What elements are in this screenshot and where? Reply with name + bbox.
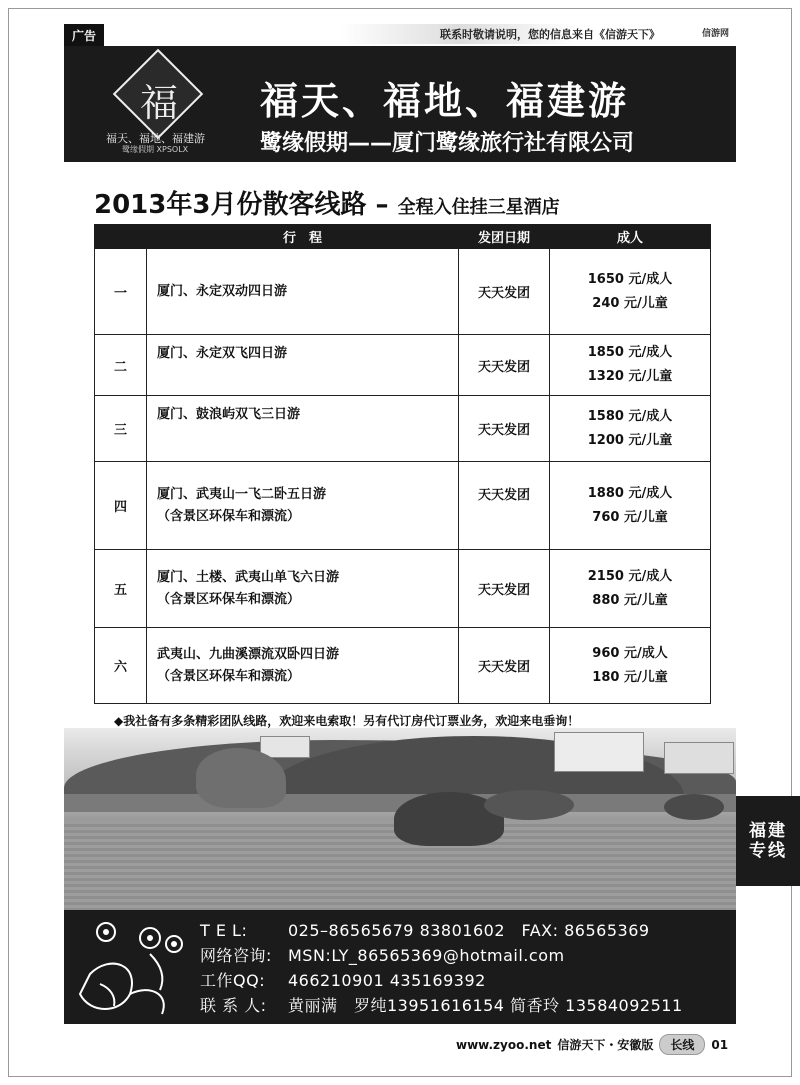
agency-logo bbox=[106, 58, 226, 158]
title-subtitle: 全程入住挂三星酒店 bbox=[397, 197, 560, 218]
qq-value: 466210901 435169392 bbox=[288, 971, 486, 990]
row-price bbox=[550, 396, 711, 462]
row-route bbox=[147, 396, 459, 462]
row-price bbox=[550, 462, 711, 550]
header-adult: 成人 bbox=[550, 225, 711, 249]
table-row bbox=[95, 249, 711, 335]
adult-price: 2150 元/成人 bbox=[587, 568, 673, 584]
route-note: （含景区环保车和漂流） bbox=[157, 508, 301, 524]
header-date: 发团日期 bbox=[459, 225, 550, 249]
table-row bbox=[95, 628, 711, 704]
person-label: 联 系 人: bbox=[200, 996, 267, 1015]
route-note: （含景区环保车和漂流） bbox=[157, 668, 301, 684]
table-header-row bbox=[95, 225, 711, 249]
row-route bbox=[147, 335, 459, 396]
contact-qq bbox=[200, 968, 486, 991]
route-line: 厦门、鼓浪屿双飞三日游 bbox=[157, 407, 301, 422]
contact-net bbox=[200, 943, 565, 966]
route-line: 厦门、永定双飞四日游 bbox=[157, 346, 288, 361]
banner-title: 福天、福地、福建游 bbox=[260, 79, 630, 123]
adult-price: 1850 元/成人 bbox=[587, 345, 673, 360]
header-note: 联系时敬请说明，您的信息来自《信游天下》 bbox=[440, 28, 660, 41]
tel-value: 025–86565679 83801602 FAX: 86565369 bbox=[288, 921, 650, 940]
row-price bbox=[550, 628, 711, 704]
route-table bbox=[94, 224, 711, 704]
qq-label: 工作QQ: bbox=[200, 971, 266, 990]
banner bbox=[64, 46, 736, 162]
photo-building bbox=[664, 742, 734, 774]
row-route bbox=[147, 550, 459, 628]
child-price: 180 元/儿童 bbox=[592, 669, 668, 685]
side-tab-line1: 福建 bbox=[749, 821, 787, 841]
footer-site[interactable]: www.zyoo.net bbox=[456, 1037, 552, 1052]
row-route bbox=[147, 249, 459, 335]
row-route bbox=[147, 628, 459, 704]
table-row bbox=[95, 335, 711, 396]
photo-building bbox=[554, 732, 644, 772]
mini-logo: 信游网 bbox=[702, 29, 730, 39]
header-route: 行 程 bbox=[147, 225, 459, 249]
child-price: 1320 元/儿童 bbox=[587, 369, 673, 384]
row-date: 天天发团 bbox=[459, 396, 550, 462]
child-price: 880 元/儿童 bbox=[592, 592, 668, 608]
logo-char: 福 bbox=[140, 81, 179, 125]
child-price: 1200 元/儿童 bbox=[587, 432, 673, 448]
row-date: 天天发团 bbox=[459, 335, 550, 396]
row-price bbox=[550, 550, 711, 628]
footer-section: 长线 bbox=[659, 1034, 705, 1055]
row-num: 三 bbox=[95, 396, 147, 462]
table-row bbox=[95, 462, 711, 550]
adult-price: 1880 元/成人 bbox=[587, 485, 673, 501]
row-date: 天天发团 bbox=[459, 550, 550, 628]
child-price: 240 元/儿童 bbox=[592, 295, 668, 311]
contact-panel bbox=[64, 910, 736, 1024]
side-tab-text bbox=[748, 821, 788, 861]
row-num: 六 bbox=[95, 628, 147, 704]
route-line: 厦门、武夷山一飞二卧五日游 bbox=[157, 486, 327, 502]
title-text: 2013年3月份散客线路 bbox=[94, 190, 367, 220]
ad-tag: 广告 bbox=[64, 24, 104, 46]
contact-tel bbox=[200, 918, 650, 941]
net-label: 网络咨询: bbox=[200, 946, 272, 965]
row-date: 天天发团 bbox=[459, 462, 550, 550]
row-num: 二 bbox=[95, 335, 147, 396]
tel-label: T E L: bbox=[200, 921, 248, 940]
route-note: （含景区环保车和漂流） bbox=[157, 591, 301, 607]
row-price bbox=[550, 335, 711, 396]
route-line: 厦门、土楼、武夷山单飞六日游 bbox=[157, 569, 340, 585]
page-title bbox=[94, 184, 560, 221]
coast-photo bbox=[64, 728, 736, 910]
table-row bbox=[95, 550, 711, 628]
row-num: 四 bbox=[95, 462, 147, 550]
row-price bbox=[550, 249, 711, 335]
adult-price: 1650 元/成人 bbox=[587, 271, 673, 287]
side-tab-line2: 专线 bbox=[749, 841, 787, 861]
footer-publication: 信游天下・安徽版 bbox=[557, 1038, 654, 1052]
logo-small-text: 鹭缘假期 XPSOLX bbox=[122, 145, 189, 154]
photo-rock bbox=[664, 794, 724, 820]
route-line: 厦门、永定双动四日游 bbox=[157, 283, 288, 299]
row-date: 天天发团 bbox=[459, 628, 550, 704]
row-date: 天天发团 bbox=[459, 249, 550, 335]
header-num bbox=[95, 225, 147, 249]
banner-subtitle: 鹭缘假期——厦门鹭缘旅行社有限公司 bbox=[260, 131, 635, 156]
footer-page-number: 01 bbox=[711, 1037, 729, 1052]
adult-price: 1580 元/成人 bbox=[587, 408, 673, 424]
row-num: 一 bbox=[95, 249, 147, 335]
table-row bbox=[95, 396, 711, 462]
child-price: 760 元/儿童 bbox=[592, 509, 668, 525]
footer bbox=[456, 1034, 728, 1055]
person-value: 黄丽满 罗纯13951616154 简香玲 13584092511 bbox=[288, 996, 683, 1015]
footnote: ◆我社备有多条精彩团队线路，欢迎来电索取！另有代订房代订票业务，欢迎来电垂询！ bbox=[114, 714, 580, 728]
row-route bbox=[147, 462, 459, 550]
logo-text: 福天、福地、福建游 bbox=[106, 132, 205, 145]
contact-person bbox=[200, 993, 683, 1016]
title-dash: – bbox=[366, 190, 398, 220]
photo-rock bbox=[484, 790, 574, 820]
route-line: 武夷山、九曲溪漂流双卧四日游 bbox=[157, 646, 340, 662]
row-num: 五 bbox=[95, 550, 147, 628]
flower-icon bbox=[70, 914, 220, 1022]
side-tab bbox=[736, 796, 800, 886]
net-value: MSN:LY_86565369@hotmail.com bbox=[288, 946, 565, 965]
adult-price: 960 元/成人 bbox=[592, 645, 668, 661]
